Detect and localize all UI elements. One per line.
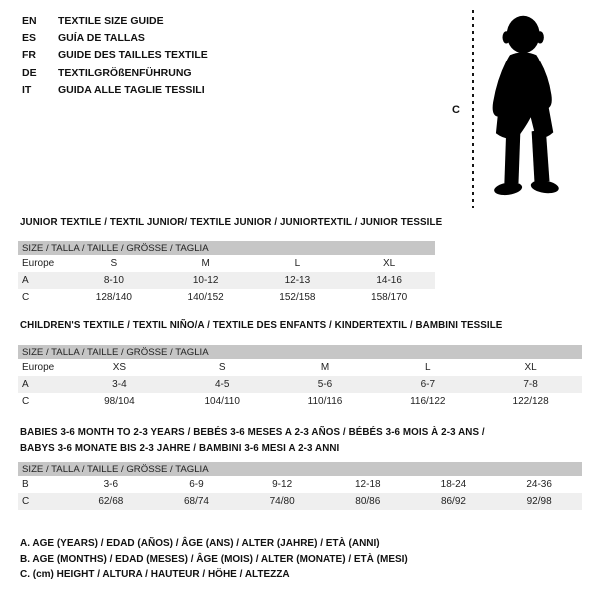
toddler-silhouette-icon: [479, 6, 573, 206]
table-cell: 4-5: [214, 379, 230, 390]
legend-notes: [20, 536, 408, 583]
language-code: FR: [22, 49, 36, 62]
size-header-row: [18, 462, 582, 476]
babies-title-line-2: BABYS 3-6 MONATE BIS 2-3 JAHRE / BAMBINI 3-6 MESI A 2-3 ANNI: [20, 442, 340, 454]
table-cell: 92/98: [526, 496, 552, 507]
table-cell: M: [320, 362, 330, 373]
table-cell: 6-9: [189, 479, 204, 490]
junior-size-table: [18, 241, 435, 306]
table-row-age-months: [18, 476, 582, 493]
table-row-europe: [18, 359, 582, 376]
language-label: TEXTILGRÖßENFÜHRUNG: [58, 66, 192, 79]
language-row-es: [22, 30, 208, 47]
note-age-years: A. AGE (YEARS) / EDAD (AÑOS) / ÂGE (ANS) / ALTER (JAHRE) / ETÀ (ANNI): [20, 538, 380, 549]
note-age-months: B. AGE (MONTHS) / EDAD (MESES) / ÂGE (MOIS) / ALTER (MONATE) / ETÀ (MESI): [20, 553, 408, 565]
language-row-de: [22, 65, 208, 82]
table-row-height: [18, 393, 582, 410]
row-label-cell: Europe: [22, 362, 55, 373]
table-cell: 3-6: [103, 479, 119, 490]
table-row-europe: [18, 255, 435, 272]
table-cell: 140/152: [187, 292, 224, 303]
language-heading-list: [22, 13, 208, 99]
table-cell: 7-8: [523, 379, 538, 390]
row-label-cell: C: [22, 292, 30, 303]
table-cell: 12-18: [355, 479, 381, 490]
table-cell: 3-4: [112, 379, 127, 390]
table-cell: 98/104: [104, 396, 135, 407]
table-row-height: [18, 289, 435, 306]
size-header-label: SIZE / TALLA / TAILLE / GRÖSSE / TAGLIA: [18, 241, 435, 255]
row-label-cell: A: [22, 379, 29, 390]
table-cell: 12-13: [284, 275, 311, 286]
table-cell: 116/122: [410, 396, 446, 407]
size-header-label: SIZE / TALLA / TAILLE / GRÖSSE / TAGLIA: [18, 462, 582, 476]
language-row-fr: [22, 47, 208, 64]
table-cell: L: [294, 258, 301, 269]
table-cell: XL: [524, 362, 537, 373]
language-label: TEXTILE SIZE GUIDE: [58, 15, 164, 27]
table-cell: S: [218, 362, 226, 373]
table-cell: 152/158: [279, 292, 316, 303]
table-row-height: [18, 493, 582, 510]
table-cell: 110/116: [307, 396, 343, 407]
children-table-title: CHILDREN'S TEXTILE / TEXTIL NIÑO/A / TEXTILE DES ENFANTS / KINDERTEXTIL / BAMBINI TESSILE: [20, 320, 503, 331]
table-cell: 68/74: [183, 496, 209, 507]
table-cell: 62/68: [98, 496, 124, 507]
table-cell: 5-6: [317, 379, 333, 390]
table-cell: S: [110, 258, 118, 269]
table-cell: 8-10: [103, 275, 124, 286]
note-height-cm: C. (cm) HEIGHT / ALTURA / HAUTEUR / HÖHE / ALTEZZA: [20, 569, 290, 580]
table-cell: 158/170: [371, 292, 408, 303]
size-header-row: [18, 241, 435, 255]
children-size-table: [18, 345, 582, 410]
table-cell: 128/140: [95, 292, 132, 303]
table-cell: 80/86: [355, 496, 381, 507]
table-cell: L: [425, 362, 431, 373]
babies-size-table: [18, 462, 582, 510]
table-cell: 10-12: [192, 275, 219, 286]
babies-table-title: [20, 425, 485, 456]
table-cell: 122/128: [512, 396, 549, 407]
table-cell: 14-16: [376, 275, 402, 286]
row-label-cell: A: [22, 275, 29, 286]
language-label: GUIDE DES TAILLES TEXTILE: [58, 49, 208, 62]
row-label-cell: B: [22, 479, 29, 490]
babies-title-line-1: BABIES 3-6 MONTH TO 2-3 YEARS / BEBÉS 3-6 MESES A 2-3 AÑOS / BÉBÉS 3-6 MOIS À 2-3 ANS /: [20, 427, 485, 438]
table-cell: 18-24: [440, 479, 467, 490]
language-label: GUIDA ALLE TAGLIE TESSILI: [58, 83, 205, 96]
language-code: ES: [22, 32, 37, 45]
row-label-cell: C: [22, 396, 30, 407]
row-label-cell: Europe: [22, 258, 55, 269]
height-dashed-line: [472, 10, 474, 208]
table-cell: 24-36: [526, 479, 552, 490]
language-row-it: [22, 82, 208, 99]
language-code: DE: [22, 66, 37, 79]
table-cell: XS: [112, 362, 127, 373]
size-header-label: SIZE / TALLA / TAILLE / GRÖSSE / TAGLIA: [18, 345, 582, 359]
language-code: EN: [22, 15, 37, 27]
table-cell: 9-12: [272, 479, 293, 490]
table-cell: 74/80: [269, 496, 295, 507]
size-header-row: [18, 345, 582, 359]
junior-table-title: JUNIOR TEXTILE / TEXTIL JUNIOR/ TEXTILE JUNIOR / JUNIORTEXTIL / JUNIOR TESSILE: [20, 217, 443, 228]
language-row-en: [22, 13, 208, 30]
row-label-cell: C: [22, 496, 30, 507]
table-row-age: [18, 376, 582, 393]
table-cell: 6-7: [420, 379, 436, 390]
table-cell: 104/110: [204, 396, 240, 407]
language-label: GUÍA DE TALLAS: [58, 32, 145, 45]
height-figure: [440, 0, 600, 215]
language-code: IT: [22, 83, 32, 96]
table-row-age: [18, 272, 435, 289]
table-cell: M: [201, 258, 210, 269]
table-cell: XL: [383, 258, 396, 269]
height-measure-label: C: [452, 104, 460, 116]
table-cell: 86/92: [440, 496, 466, 507]
